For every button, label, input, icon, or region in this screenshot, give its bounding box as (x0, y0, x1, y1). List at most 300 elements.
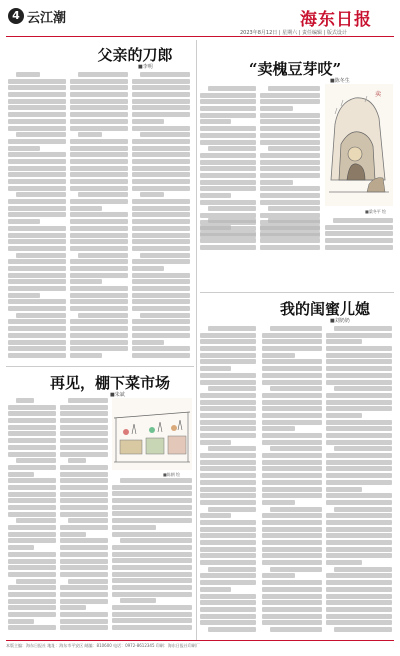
text-line (262, 346, 322, 351)
text-line (200, 600, 256, 605)
text-line (8, 333, 66, 338)
text-line (8, 572, 56, 577)
text-line (8, 605, 56, 610)
text-line (262, 527, 322, 532)
text-line (270, 567, 322, 572)
text-line (60, 565, 108, 570)
text-line (270, 627, 322, 632)
text-line (68, 398, 108, 403)
text-line (132, 333, 190, 338)
text-line (132, 319, 190, 324)
text-line (70, 226, 128, 231)
text-line (132, 353, 190, 358)
text-line (8, 585, 56, 590)
text-line (200, 440, 231, 445)
svg-text:卖: 卖 (375, 91, 382, 98)
text-line (8, 293, 40, 298)
section-number: 4 (8, 8, 24, 24)
text-line (262, 440, 322, 445)
text-line (326, 346, 392, 351)
article-byline: ■陈冬生 (330, 78, 350, 84)
text-line (260, 119, 320, 124)
text-line (208, 146, 256, 151)
text-line (112, 545, 192, 550)
issue-meta: 2023年8月12日 | 星期六 | 责任编辑 | 版式设计 (240, 30, 347, 36)
text-line (8, 166, 66, 171)
text-line (326, 607, 392, 612)
text-line (60, 431, 108, 436)
text-line (70, 233, 128, 238)
article-body (260, 218, 320, 258)
text-line (262, 500, 295, 505)
text-line (112, 572, 192, 577)
text-line (132, 226, 190, 231)
text-line (70, 85, 128, 90)
text-line (200, 620, 256, 625)
text-line (140, 192, 164, 197)
text-line (8, 273, 66, 278)
text-line (260, 200, 320, 205)
article-byline: ■朱斌 (110, 392, 125, 398)
text-line (16, 518, 56, 523)
text-line (70, 92, 128, 97)
article-body (8, 398, 56, 636)
text-line (260, 99, 320, 104)
text-line (60, 445, 108, 450)
article-body (112, 478, 192, 636)
text-line (200, 119, 231, 124)
text-line (200, 540, 256, 545)
text-line (268, 218, 320, 223)
text-line (208, 567, 256, 572)
text-line (140, 313, 190, 318)
text-line (200, 420, 256, 425)
text-line (325, 238, 393, 243)
text-line (260, 160, 320, 165)
text-line (262, 359, 322, 364)
text-line (8, 353, 66, 358)
text-line (70, 126, 128, 131)
text-line (200, 413, 256, 418)
text-line (16, 313, 66, 318)
text-line (8, 452, 56, 457)
text-line (70, 112, 128, 117)
text-line (60, 478, 108, 483)
text-line (8, 619, 34, 624)
text-line (270, 326, 322, 331)
text-line (208, 507, 256, 512)
text-line (200, 460, 256, 465)
text-line (78, 72, 128, 77)
text-line (132, 126, 190, 131)
text-line (208, 206, 256, 211)
text-line (262, 400, 322, 405)
text-line (200, 466, 256, 471)
text-line (8, 512, 56, 517)
text-line (8, 172, 66, 177)
text-line (8, 538, 56, 543)
text-line (8, 286, 66, 291)
text-line (112, 505, 192, 510)
text-line (8, 306, 66, 311)
text-line (132, 340, 164, 345)
text-line (8, 478, 56, 483)
text-line (262, 620, 322, 625)
text-line (326, 527, 392, 532)
text-line (326, 433, 392, 438)
text-line (70, 186, 128, 191)
text-line (70, 119, 128, 124)
text-line (200, 513, 231, 518)
text-line (200, 614, 256, 619)
text-line (132, 105, 190, 110)
text-line (8, 99, 66, 104)
text-line (262, 393, 322, 398)
text-line (112, 552, 192, 557)
text-line (70, 152, 128, 157)
text-line (16, 253, 66, 258)
text-line (70, 299, 128, 304)
text-line (8, 119, 66, 124)
text-line (200, 573, 256, 578)
text-line (326, 553, 392, 558)
text-line (8, 425, 56, 430)
text-line (112, 498, 192, 503)
text-line (8, 326, 66, 331)
text-line (200, 153, 256, 158)
text-line (112, 625, 192, 630)
text-line (270, 386, 322, 391)
text-line (262, 607, 322, 612)
text-line (200, 193, 231, 198)
text-line (8, 612, 56, 617)
text-line (326, 440, 392, 445)
text-line (260, 140, 320, 145)
text-line (8, 219, 40, 224)
text-line (326, 380, 392, 385)
text-line (16, 458, 56, 463)
text-line (326, 600, 392, 605)
text-line (262, 333, 322, 338)
text-line (200, 533, 256, 538)
text-line (8, 405, 56, 410)
text-line (326, 339, 362, 344)
text-line (60, 592, 108, 597)
text-line (262, 487, 322, 492)
text-line (112, 491, 192, 496)
text-line (334, 507, 392, 512)
section-divider (200, 292, 394, 293)
text-line (60, 585, 108, 590)
text-line (200, 339, 256, 344)
text-line (8, 472, 34, 477)
text-line (70, 333, 128, 338)
text-line (262, 453, 322, 458)
text-line (262, 553, 322, 558)
header-rule (6, 36, 394, 37)
text-line (200, 133, 256, 138)
text-line (262, 353, 295, 358)
text-line (200, 373, 256, 378)
text-line (8, 505, 56, 510)
text-line (260, 113, 320, 118)
text-line (200, 359, 256, 364)
article-body (8, 72, 66, 362)
text-line (200, 594, 256, 599)
text-line (200, 500, 256, 505)
text-line (200, 353, 256, 358)
text-line (326, 594, 392, 599)
text-line (8, 212, 66, 217)
text-line (200, 160, 256, 165)
text-line (132, 219, 190, 224)
text-line (262, 380, 322, 385)
text-line (200, 245, 256, 250)
text-line (262, 547, 322, 552)
text-line (200, 393, 256, 398)
page-header (0, 0, 400, 40)
text-line (70, 212, 128, 217)
text-line (70, 239, 128, 244)
text-line (60, 438, 108, 443)
text-line (60, 572, 108, 577)
text-line (60, 498, 108, 503)
text-line (132, 92, 190, 97)
article-body (70, 72, 128, 362)
text-line (60, 425, 108, 430)
text-line (8, 438, 56, 443)
text-line (262, 493, 322, 498)
text-line (140, 253, 190, 258)
text-line (208, 627, 256, 632)
section-name: 云江潮 (27, 11, 67, 26)
text-line (326, 473, 392, 478)
text-line (16, 132, 66, 137)
text-line (200, 180, 256, 185)
text-line (60, 485, 108, 490)
text-line (70, 293, 128, 298)
text-line (200, 493, 256, 498)
text-line (70, 139, 128, 144)
text-line (200, 166, 256, 171)
illustration-caption: ■梁冬平 绘 (365, 209, 387, 214)
text-line (132, 206, 190, 211)
text-line (262, 480, 322, 485)
text-line (112, 558, 192, 563)
text-line (326, 366, 392, 371)
text-line (70, 346, 128, 351)
text-line (70, 199, 128, 204)
footer-rule (6, 640, 394, 641)
text-line (132, 266, 164, 271)
text-line (200, 99, 256, 104)
article-title: 父亲的刀郎 (97, 46, 173, 64)
text-line (262, 600, 322, 605)
text-line (200, 200, 256, 205)
page-footer: 本版主编：海东日报社 地址：海东市平安区 邮编：810600 电话：0972-8612345 印刷：海东日报社印刷厂 (6, 643, 200, 648)
text-line (262, 406, 322, 411)
text-line (262, 520, 322, 525)
text-line (8, 525, 56, 530)
text-line (132, 306, 190, 311)
text-line (326, 620, 392, 625)
text-line (70, 353, 102, 358)
text-line (60, 532, 86, 537)
text-line (132, 239, 190, 244)
article-byline: ■李明 (138, 64, 153, 70)
text-line (200, 580, 256, 585)
text-line (132, 159, 190, 164)
article-body (200, 218, 256, 258)
article-body (262, 326, 322, 636)
text-line (8, 431, 56, 436)
text-line (8, 592, 56, 597)
text-line (334, 326, 392, 331)
text-line (70, 266, 128, 271)
text-line (112, 612, 192, 617)
text-line (262, 466, 322, 471)
text-line (132, 112, 190, 117)
article-byline: ■刘奶奶 (330, 318, 350, 324)
text-line (200, 433, 256, 438)
text-line (132, 293, 190, 298)
text-line (200, 231, 256, 236)
text-line (60, 545, 108, 550)
text-line (132, 172, 190, 177)
text-line (140, 132, 190, 137)
text-line (70, 99, 128, 104)
text-line (132, 326, 190, 331)
text-line (326, 353, 392, 358)
text-line (325, 245, 393, 250)
text-line (70, 172, 128, 177)
text-line (70, 340, 128, 345)
text-line (70, 286, 128, 291)
text-line (262, 594, 322, 599)
text-line (200, 400, 256, 405)
text-line (112, 532, 192, 537)
text-line (8, 179, 66, 184)
text-line (260, 153, 320, 158)
text-line (112, 585, 192, 590)
text-line (60, 625, 108, 630)
text-line (326, 547, 392, 552)
text-line (132, 99, 190, 104)
text-line (208, 326, 256, 331)
text-line (8, 92, 66, 97)
text-line (60, 452, 108, 457)
text-line (326, 573, 392, 578)
text-line (8, 418, 56, 423)
text-line (8, 233, 66, 238)
text-line (60, 599, 108, 604)
drawing-kiln-scene (325, 84, 393, 206)
text-line (112, 485, 192, 490)
text-line (60, 538, 108, 543)
text-line (8, 599, 56, 604)
text-line (200, 553, 256, 558)
text-line (262, 573, 295, 578)
text-line (200, 225, 231, 230)
text-line (326, 406, 392, 411)
text-line (260, 180, 293, 185)
text-line (70, 246, 128, 251)
text-line (8, 445, 56, 450)
text-line (132, 259, 190, 264)
article-body (325, 218, 393, 258)
text-line (68, 579, 108, 584)
text-line (262, 513, 322, 518)
text-line (262, 580, 322, 585)
text-line (326, 393, 392, 398)
article-title: “卖槐豆芽哎” (248, 60, 342, 78)
text-line (120, 538, 192, 543)
text-line (200, 106, 256, 111)
text-line (200, 487, 256, 492)
text-line (132, 286, 190, 291)
text-line (326, 614, 392, 619)
article-title: 我的闺蜜儿媳 (279, 300, 370, 318)
text-line (132, 79, 190, 84)
text-line (78, 192, 128, 197)
text-line (8, 266, 66, 271)
text-line (8, 299, 66, 304)
text-line (70, 219, 128, 224)
text-line (262, 339, 322, 344)
text-line (60, 492, 108, 497)
text-line (8, 159, 66, 164)
text-line (8, 239, 66, 244)
text-line (333, 218, 393, 223)
text-line (120, 478, 192, 483)
text-line (8, 552, 56, 557)
text-line (78, 253, 128, 258)
text-line (200, 587, 231, 592)
text-line (60, 411, 108, 416)
text-line (132, 119, 164, 124)
text-line (60, 605, 86, 610)
text-line (208, 218, 256, 223)
text-line (132, 152, 190, 157)
text-line (60, 418, 108, 423)
text-line (200, 93, 256, 98)
text-line (262, 533, 322, 538)
text-line (326, 493, 392, 498)
text-line (70, 146, 128, 151)
text-line (60, 525, 108, 530)
text-line (132, 279, 190, 284)
text-line (200, 527, 256, 532)
text-line (112, 511, 192, 516)
text-line (70, 159, 128, 164)
text-line (60, 552, 108, 557)
text-line (112, 525, 156, 530)
text-line (132, 299, 190, 304)
text-line (8, 559, 56, 564)
article-body (132, 72, 190, 362)
text-line (200, 406, 256, 411)
text-line (70, 206, 102, 211)
text-line (132, 85, 190, 90)
text-line (200, 238, 256, 243)
text-line (200, 380, 256, 385)
text-line (262, 587, 322, 592)
text-line (200, 520, 256, 525)
text-line (132, 186, 190, 191)
text-line (200, 140, 256, 145)
text-line (60, 612, 108, 617)
text-line (326, 466, 392, 471)
